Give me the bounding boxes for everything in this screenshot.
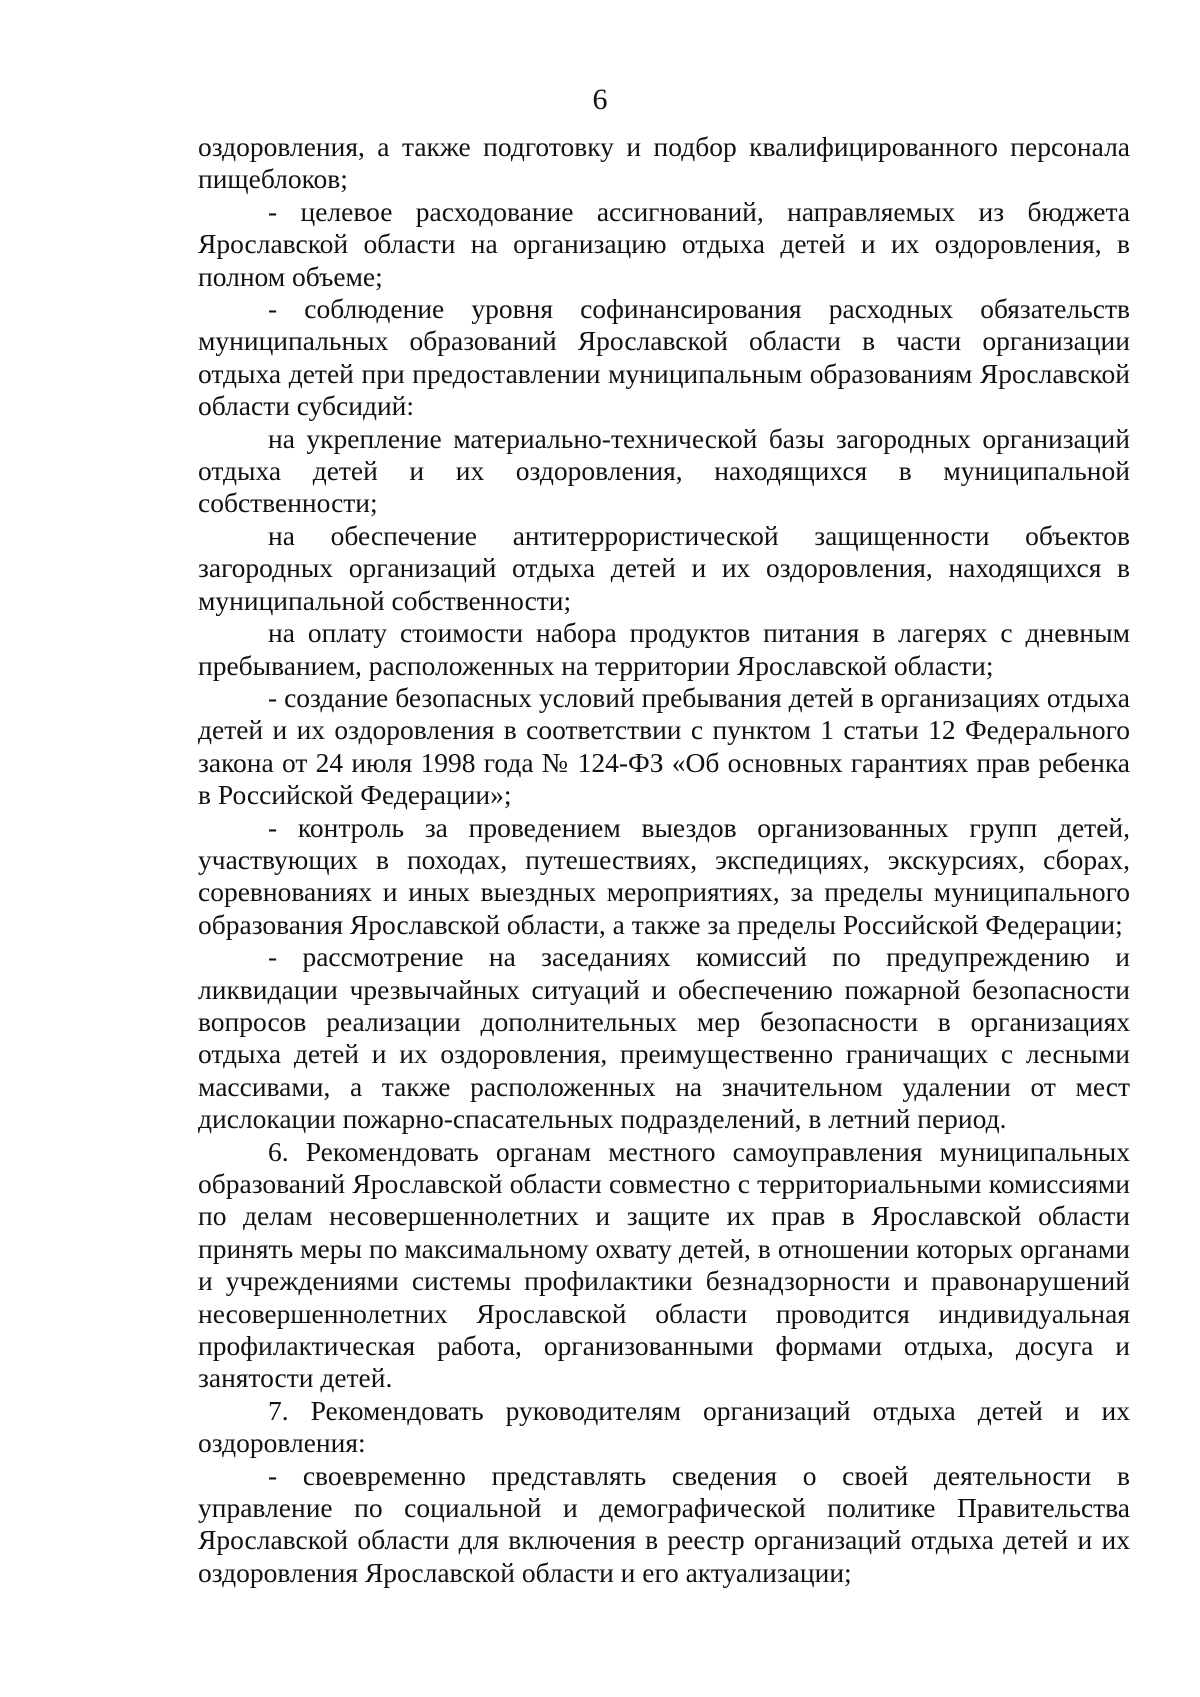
paragraph: - целевое расходование ассигнований, направляемых из бюджета Ярославской области на организацию отдыха детей и их оздоровления, в полном объеме; (198, 195, 1130, 292)
paragraph: на обеспечение антитеррористической защищенности объектов загородных организаций отдыха детей и их оздоровления, находящихся в муниципальной собственности; (198, 519, 1130, 616)
page-number: 6 (592, 83, 608, 116)
paragraph: 6. Рекомендовать органам местного самоуправления муниципальных образований Ярославской области совместно с территориальными комиссиями по делам несовершеннолетних и защите их прав в Ярославской области принять меры по максимальному охвату детей, в отношении которых органами и учреждениями системы профилактики безнадзорности и правонарушений несовершеннолетних Ярославской области проводится индивидуальная профилактическая работа, организованными формами отдыха, досуга и занятости детей. (198, 1135, 1130, 1394)
paragraph: - своевременно представлять сведения о своей деятельности в управление по социальной и демографической политике Правительства Ярославской области для включения в реестр организаций отдыха детей и их оздоровления Ярославской области и его актуализации; (198, 1459, 1130, 1588)
paragraph: оздоровления, а также подготовку и подбор квалифицированного персонала пищеблоков; (198, 131, 1130, 195)
paragraph: на оплату стоимости набора продуктов питания в лагерях с дневным пребыванием, расположенных на территории Ярославской области; (198, 617, 1130, 681)
paragraph: - соблюдение уровня софинансирования расходных обязательств муниципальных образований Ярославской области в части организации отдыха детей при предоставлении муниципальным образованиям Ярославской области субсидий: (198, 293, 1130, 422)
paragraph: - рассмотрение на заседаниях комиссий по предупреждению и ликвидации чрезвычайных ситуаций и обеспечению пожарной безопасности вопросов реализации дополнительных мер безопасности в организациях отдыха детей и их оздоровления, преимущественно граничащих с лесными массивами, а также расположенных на значительном удалении от мест дислокации пожарно-спасательных подразделений, в летний период. (198, 941, 1130, 1135)
paragraph: - контроль за проведением выездов организованных групп детей, участвующих в походах, путешествиях, экспедициях, экскурсиях, сборах, соревнованиях и иных выездных мероприятиях, за пределы муниципального образования Ярославской области, а также за пределы Российской Федерации; (198, 811, 1130, 940)
paragraph: - создание безопасных условий пребывания детей в организациях отдыха детей и их оздоровления в соответствии с пунктом 1 статьи 12 Федерального закона от 24 июля 1998 года № 124-ФЗ «Об основных гарантиях прав ребенка в Российской Федерации»; (198, 681, 1130, 811)
paragraph: 7. Рекомендовать руководителям организаций отдыха детей и их оздоровления: (198, 1394, 1130, 1459)
paragraph: на укрепление материально-технической базы загородных организаций отдыха детей и их оздоровления, находящихся в муниципальной собственности; (198, 422, 1130, 519)
document-body (198, 131, 1130, 1589)
